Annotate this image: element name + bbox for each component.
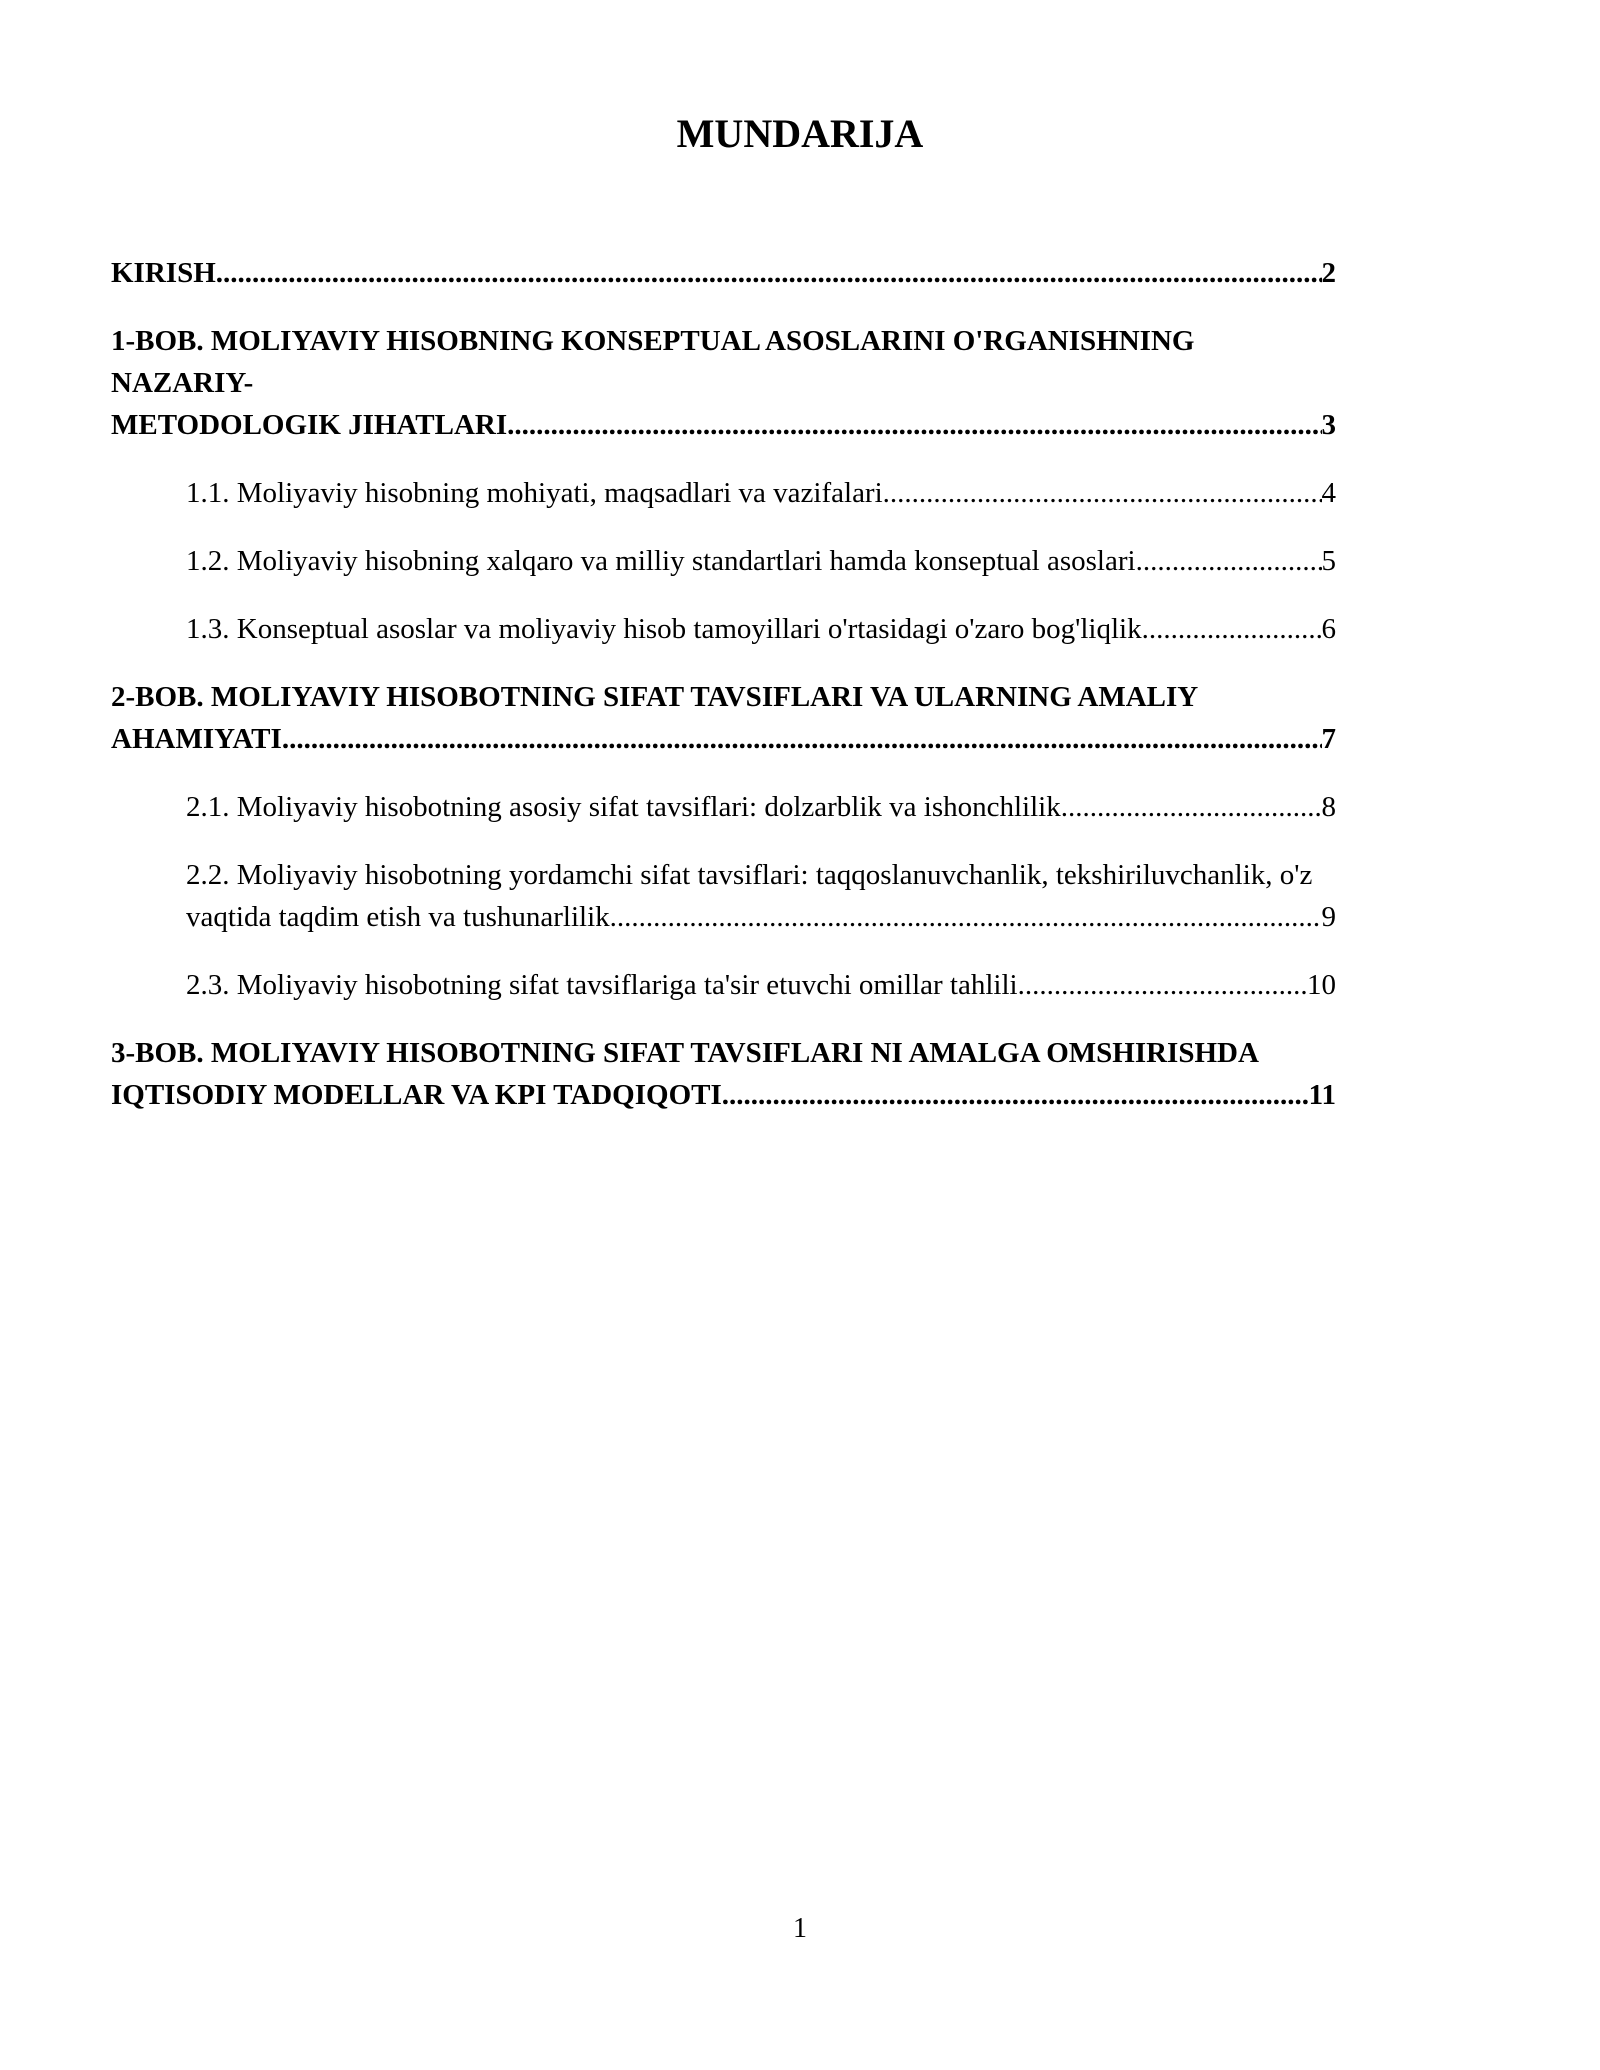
- toc-entry-title-line2: METODOLOGIK JIHATLARI: [111, 409, 508, 441]
- toc-entry-section-2-1[interactable]: [186, 786, 1336, 828]
- toc-entry-title-line2: IQTISODIY MODELLAR VA KPI TADQIQOTI: [111, 1079, 722, 1111]
- toc-entry-title: 1.3. Konseptual asoslar va moliyaviy hisob tamoyillari o'rtasidagi o'zaro bog'liqlik: [186, 613, 1142, 645]
- toc-entry-title-line1: 2-BOB. MOLIYAVIY HISOBOTNING SIFAT TAVSIFLARI VA ULARNING AMALIY: [111, 681, 1199, 713]
- toc-entry-chapter-3[interactable]: [111, 1032, 1336, 1116]
- toc-entry-section-1-2[interactable]: [186, 540, 1336, 582]
- toc-entry-line: [186, 786, 1336, 828]
- toc-page-number: 11: [1308, 1079, 1336, 1111]
- toc-entry-title-line1: 3-BOB. MOLIYAVIY HISOBOTNING SIFAT TAVSIFLARI NI AMALGA OMSHIRISHDA: [111, 1037, 1259, 1069]
- toc-page-number: 7: [1321, 723, 1336, 755]
- toc-entry-introduction[interactable]: [111, 252, 1336, 294]
- toc-entry-line: [186, 964, 1336, 1006]
- toc-page-number: 4: [1321, 477, 1336, 509]
- toc-entry-line: [111, 404, 1336, 446]
- toc-leader-dots: [1136, 540, 1322, 582]
- toc-leader-dots: [282, 718, 1322, 760]
- toc-entry-title-line1: 1-BOB. MOLIYAVIY HISOBNING KONSEPTUAL ASOSLARINI O'RGANISHNING NAZARIY-: [111, 325, 1195, 399]
- toc-entry-section-1-3[interactable]: [186, 608, 1336, 650]
- toc-leader-dots: [1018, 964, 1307, 1006]
- toc-page-number: 2: [1321, 257, 1336, 289]
- toc-page-number: 5: [1321, 545, 1336, 577]
- toc-page-number: 3: [1321, 409, 1336, 441]
- toc-entry-chapter-2[interactable]: [111, 676, 1336, 760]
- toc-entry-section-2-3[interactable]: [186, 964, 1336, 1006]
- toc-entry-line: [111, 718, 1336, 760]
- page-title: MUNDARIJA: [676, 111, 924, 156]
- toc-entry-title: 2.3. Moliyaviy hisobotning sifat tavsiflariga ta'sir etuvchi omillar tahlili: [186, 969, 1018, 1001]
- toc-entry-title-line2: AHAMIYATI: [111, 723, 282, 755]
- toc-leader-dots: [883, 472, 1322, 514]
- page-number: 1: [793, 1913, 807, 1944]
- toc-page-number: 10: [1307, 969, 1336, 1001]
- toc-entry-line: [186, 608, 1336, 650]
- toc-leader-dots: [216, 252, 1322, 294]
- toc-leader-dots: [722, 1074, 1309, 1116]
- toc-leader-dots: [610, 896, 1322, 938]
- toc-entry-title: 2.1. Moliyaviy hisobotning asosiy sifat tavsiflari: dolzarblik va ishonchlilik: [186, 791, 1061, 823]
- toc-entry-title: 1.2. Moliyaviy hisobning xalqaro va milliy standartlari hamda konseptual asoslari: [186, 545, 1136, 577]
- toc-entry-title: 1.1. Moliyaviy hisobning mohiyati, maqsadlari va vazifalari: [186, 477, 883, 509]
- toc-entry-line: [111, 1074, 1336, 1116]
- toc-entry-title-line1: 2.2. Moliyaviy hisobotning yordamchi sifat tavsiflari: taqqoslanuvchanlik, tekshiriluvchanlik, o'z: [186, 859, 1313, 891]
- toc-page-number: 6: [1321, 613, 1336, 645]
- toc-leader-dots: [1061, 786, 1322, 828]
- toc-entry-section-2-2[interactable]: [186, 854, 1336, 938]
- toc-page-number: 8: [1321, 791, 1336, 823]
- toc-entry-line: [186, 540, 1336, 582]
- toc-entry-title-line2: vaqtida taqdim etish va tushunarlilik: [186, 901, 610, 933]
- toc-leader-dots: [507, 404, 1321, 446]
- toc-entry-line: [186, 896, 1336, 938]
- toc-entry-chapter-1[interactable]: [111, 320, 1336, 446]
- toc-leader-dots: [1142, 608, 1322, 650]
- toc-entry-title: KIRISH: [111, 257, 216, 289]
- toc-page-number: 9: [1321, 901, 1336, 933]
- table-of-contents: [111, 252, 1336, 1142]
- toc-entry-line: [186, 472, 1336, 514]
- toc-entry-line: [111, 252, 1336, 294]
- toc-entry-section-1-1[interactable]: [186, 472, 1336, 514]
